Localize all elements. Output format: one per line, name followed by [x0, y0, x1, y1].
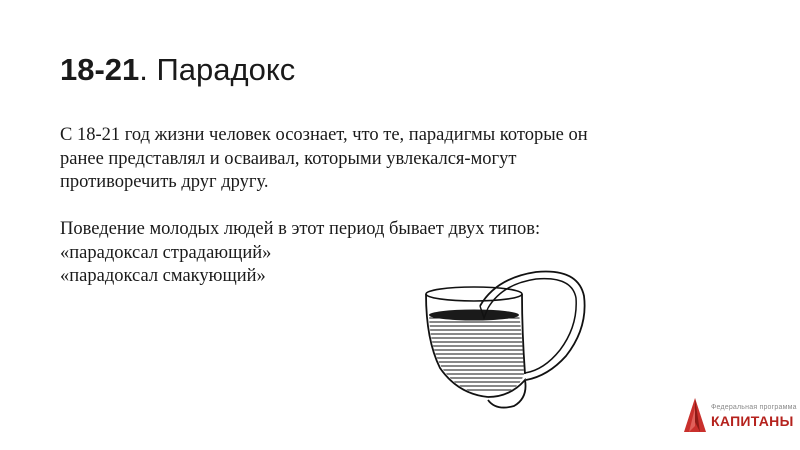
title-number: 18-21 [60, 52, 140, 87]
siphon-glass-icon [418, 270, 590, 410]
logo-tagline: Федеральная программа [711, 404, 797, 411]
slide-title [60, 50, 295, 90]
logo-name: КАПИТАНЫ [711, 413, 794, 429]
slide-body [60, 124, 740, 289]
body-line: «парадоксал смакующий» [60, 266, 266, 286]
logo-mark-icon [684, 398, 706, 434]
body-line: ранее представлял и осваивал, которыми увлекался-могут [60, 148, 517, 169]
body-line: «парадоксал страдающий» [60, 242, 272, 263]
body-line: С 18-21 год жизни человек осознает, что те, парадигмы которые он [60, 125, 588, 145]
title-text: . Парадокс [139, 52, 296, 87]
body-line: противоречить друг другу. [60, 172, 269, 192]
logo [684, 398, 797, 436]
paragraph-gap [60, 195, 740, 219]
body-line: Поведение молодых людей в этот период бывает двух типов: [60, 219, 541, 239]
